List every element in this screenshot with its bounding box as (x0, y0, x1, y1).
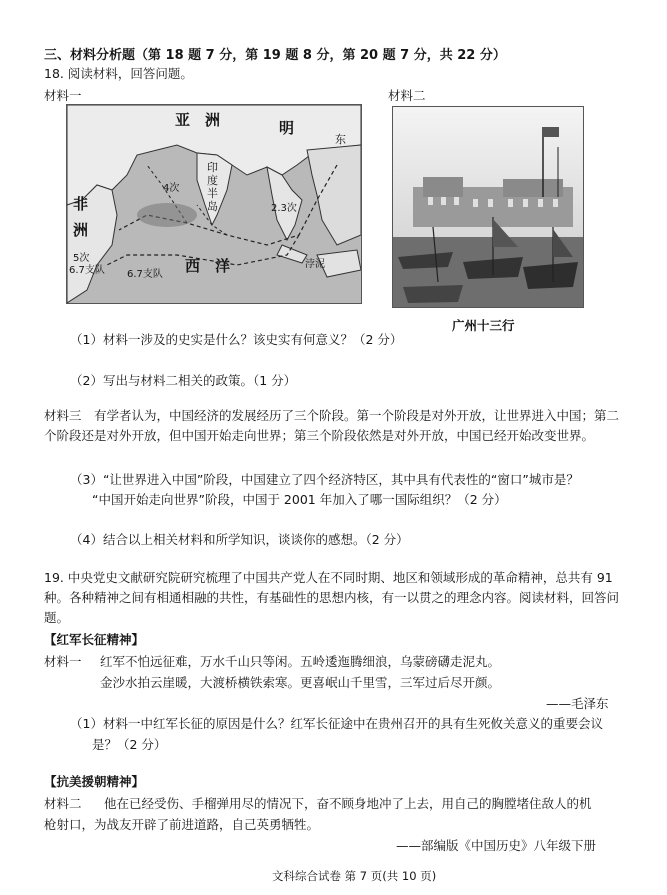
map-label-africa (73, 191, 89, 243)
q19-material1-label: 材料一 (44, 654, 82, 669)
map-label-india (207, 161, 219, 213)
canton-thirteen-hongs-photo (392, 106, 584, 308)
map-label-voyage-5: 5次 (73, 253, 90, 264)
map-africa-char: 非 (73, 195, 89, 213)
map-label-east: 东 (335, 133, 346, 146)
q18-question-1: （1）材料一涉及的史实是什么？该史实有何意义？（2 分） (70, 332, 403, 347)
map-india-char: 半 (207, 187, 218, 200)
material2-source: ——部编版《中国历史》八年级下册 (396, 838, 597, 853)
q19-intro: 19. 中央党史文献研究院研究梳理了中国共产党人在不同时期、地区和领域形成的革命精神，总共有 91 种。各种精神之间有相通相融的共性，有基础性的思想内核，有一以贯之的理念内容。阅读材料，回答问题。 (44, 570, 620, 625)
zheng-he-voyage-map (66, 104, 362, 304)
map-label-asia: 亚 洲 (175, 111, 221, 129)
photo-drawing (393, 107, 583, 307)
poem-source: ——毛泽东 (546, 696, 609, 711)
map-label-west-ocean: 西 洋 (185, 257, 231, 275)
poem-line-1: 红军不怕远征难，万水千山只等闲。五岭逶迤腾细浪，乌蒙磅礴走泥丸。 (100, 654, 501, 669)
map-label-voyage-67b: 6.7支队 (127, 269, 163, 280)
q19-question-1-line1: （1）材料一中红军长征的原因是什么？红军长征途中在贵州召开的具有生死攸关意义的重要会议 (70, 716, 603, 731)
q18-question-3-line2: “中国开始走向世界”阶段，中国于 2001 年加入了哪一国际组织？（2 分） (92, 492, 507, 507)
q18-material3: 材料三 有学者认为，中国经济的发展经历了三个阶段。第一个阶段是对外开放，让世界进入中国；第二个阶段还是对外开放，但中国开始走向世界；第三个阶段依然是对外开放，中国已经开始改变世界。 (44, 408, 620, 443)
q18-intro: 18. 阅读材料，回答问题。 (44, 66, 193, 81)
photo-caption: 广州十三行 (452, 318, 515, 333)
map-label-voyage-4: 4次 (163, 183, 180, 194)
material2-text-line-1: 他在已经受伤、手榴弹用尽的情况下，奋不顾身地冲了上去，用自己的胸膛堵住敌人的机 (104, 796, 592, 811)
q19-material2-label: 材料二 (44, 796, 82, 811)
section-heading: 三、材料分析题（第 18 题 7 分，第 19 题 8 分，第 20 题 7 分，共 22 分） (44, 48, 506, 63)
q19-spirit2-title: 【抗美援朝精神】 (44, 774, 145, 789)
q18-question-4: （4）结合以上相关材料和所学知识，谈谈你的感想。（2 分） (70, 532, 409, 547)
q18-question-2: （2）写出与材料二相关的政策。（1 分） (70, 373, 297, 388)
map-india-char: 岛 (207, 200, 218, 213)
q19-spirit1-title: 【红军长征精神】 (44, 632, 145, 647)
map-india-char: 度 (207, 174, 218, 187)
q19-question-1-line2: 是？（2 分） (92, 737, 167, 752)
map-label-ming: 明 (279, 119, 295, 137)
poem-line-2: 金沙水拍云崖暖，大渡桥横铁索寒。更喜岷山千里雪，三军过后尽开颜。 (100, 675, 501, 690)
q18-material1-label: 材料一 (44, 88, 82, 103)
map-africa-char: 洲 (73, 221, 89, 239)
map-india-char: 印 (207, 161, 218, 174)
q18-question-3-line1: （3）“让世界进入中国”阶段，中国建立了四个经济特区，其中具有代表性的“窗口”城市是？ (70, 472, 579, 487)
map-label-voyage-23: 2.3次 (271, 203, 297, 214)
page-footer: 文科综合试卷 第 7 页(共 10 页) (272, 869, 437, 883)
map-label-brunei: 浡泥 (305, 259, 325, 270)
q18-material2-label: 材料二 (388, 88, 426, 103)
material2-text-line-2: 枪射口，为战友开辟了前进道路，自己英勇牺牲。 (44, 817, 320, 832)
map-label-voyage-67: 6.7支队 (69, 265, 105, 276)
